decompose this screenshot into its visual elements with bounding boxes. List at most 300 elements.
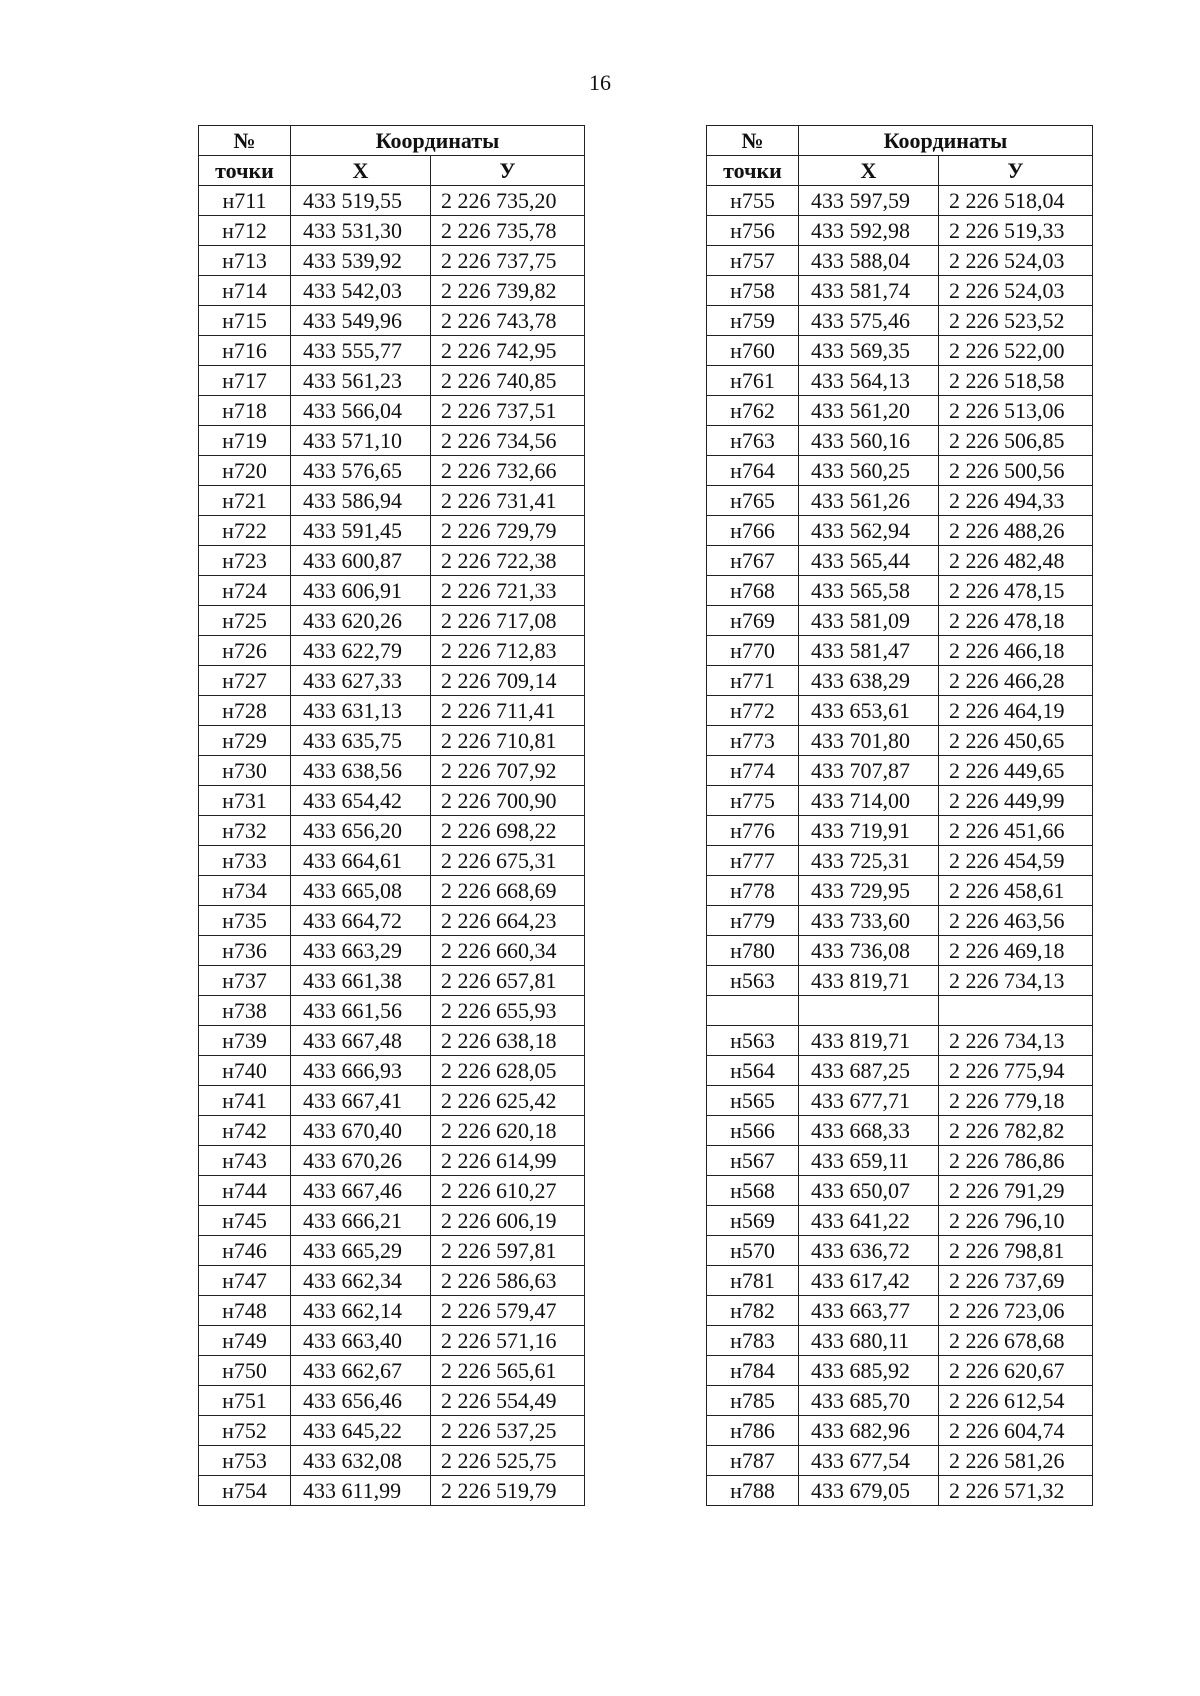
table-row xyxy=(707,696,1093,726)
point-number-cell: н756 xyxy=(707,216,799,246)
point-number-cell: н724 xyxy=(199,576,291,606)
point-number-cell: н722 xyxy=(199,516,291,546)
point-number-cell: н754 xyxy=(199,1476,291,1506)
table-row xyxy=(707,606,1093,636)
point-number-cell: н712 xyxy=(199,216,291,246)
point-number-cell: н773 xyxy=(707,726,799,756)
point-number-cell: н769 xyxy=(707,606,799,636)
table-row xyxy=(707,246,1093,276)
x-coordinate-cell: 433 667,48 xyxy=(291,1026,431,1056)
y-coordinate-cell: 2 226 678,68 xyxy=(939,1325,1093,1355)
y-coordinate-cell: 2 226 612,54 xyxy=(939,1385,1093,1415)
y-coordinate-cell: 2 226 735,78 xyxy=(431,216,585,246)
x-coordinate-cell: 433 668,33 xyxy=(799,1115,939,1145)
x-coordinate-cell: 433 641,22 xyxy=(799,1205,939,1235)
point-number-cell: н735 xyxy=(199,906,291,936)
x-coordinate-cell: 433 636,72 xyxy=(799,1235,939,1265)
point-number-cell: н566 xyxy=(707,1115,799,1145)
table-row xyxy=(707,876,1093,906)
point-number-cell: н731 xyxy=(199,786,291,816)
table-row xyxy=(707,1325,1093,1355)
table-row xyxy=(707,1265,1093,1295)
table-row xyxy=(707,1355,1093,1385)
table-row xyxy=(199,186,585,216)
y-coordinate-cell: 2 226 668,69 xyxy=(431,876,585,906)
point-number-cell: н737 xyxy=(199,966,291,996)
coordinates-table-left xyxy=(198,125,585,1506)
table-row xyxy=(199,1446,585,1476)
point-number-cell: н563 xyxy=(707,1025,799,1055)
y-coordinate-cell: 2 226 712,83 xyxy=(431,636,585,666)
y-coordinate-cell: 2 226 722,38 xyxy=(431,546,585,576)
point-number-cell: н745 xyxy=(199,1206,291,1236)
y-coordinate-cell: 2 226 791,29 xyxy=(939,1175,1093,1205)
y-coordinate-cell: 2 226 458,61 xyxy=(939,876,1093,906)
y-coordinate-cell: 2 226 469,18 xyxy=(939,936,1093,966)
point-number-cell: н753 xyxy=(199,1446,291,1476)
point-number-cell: н567 xyxy=(707,1145,799,1175)
y-coordinate-cell: 2 226 478,18 xyxy=(939,606,1093,636)
x-coordinate-cell: 433 719,91 xyxy=(799,816,939,846)
table-row xyxy=(199,1386,585,1416)
table-row xyxy=(199,786,585,816)
point-number-cell: н748 xyxy=(199,1296,291,1326)
y-coordinate-cell: 2 226 454,59 xyxy=(939,846,1093,876)
y-coordinate-cell: 2 226 796,10 xyxy=(939,1205,1093,1235)
table-row xyxy=(707,396,1093,426)
table-row xyxy=(199,1296,585,1326)
table-row xyxy=(707,1415,1093,1445)
x-coordinate-cell: 433 656,46 xyxy=(291,1386,431,1416)
x-coordinate-cell: 433 591,45 xyxy=(291,516,431,546)
x-coordinate-cell: 433 638,29 xyxy=(799,666,939,696)
point-number-cell: н742 xyxy=(199,1116,291,1146)
y-coordinate-cell: 2 226 450,65 xyxy=(939,726,1093,756)
y-coordinate-cell: 2 226 518,04 xyxy=(939,186,1093,216)
table-row xyxy=(707,276,1093,306)
x-coordinate-cell: 433 725,31 xyxy=(799,846,939,876)
table-row xyxy=(199,726,585,756)
table-row xyxy=(707,666,1093,696)
point-number-cell xyxy=(707,996,799,1026)
x-coordinate-cell: 433 665,08 xyxy=(291,876,431,906)
table-row xyxy=(707,1235,1093,1265)
x-coordinate-cell: 433 670,26 xyxy=(291,1146,431,1176)
point-number-cell: н564 xyxy=(707,1055,799,1085)
point-number-cell: н739 xyxy=(199,1026,291,1056)
y-coordinate-cell: 2 226 571,32 xyxy=(939,1475,1093,1505)
point-number-cell: н775 xyxy=(707,786,799,816)
y-coordinate-cell: 2 226 523,52 xyxy=(939,306,1093,336)
x-coordinate-cell: 433 620,26 xyxy=(291,606,431,636)
table-row xyxy=(199,1416,585,1446)
point-number-cell: н762 xyxy=(707,396,799,426)
point-number-cell: н734 xyxy=(199,876,291,906)
table-row xyxy=(707,1145,1093,1175)
y-coordinate-cell: 2 226 565,61 xyxy=(431,1356,585,1386)
y-coordinate-cell: 2 226 655,93 xyxy=(431,996,585,1026)
x-coordinate-cell: 433 560,16 xyxy=(799,426,939,456)
x-coordinate-cell: 433 670,40 xyxy=(291,1116,431,1146)
y-coordinate-cell: 2 226 740,85 xyxy=(431,366,585,396)
y-coordinate-cell: 2 226 451,66 xyxy=(939,816,1093,846)
point-number-header-line2: точки xyxy=(707,156,799,186)
point-number-cell: н778 xyxy=(707,876,799,906)
x-coordinate-cell: 433 662,67 xyxy=(291,1356,431,1386)
point-number-cell: н767 xyxy=(707,546,799,576)
y-coordinate-cell: 2 226 464,19 xyxy=(939,696,1093,726)
y-coordinate-cell: 2 226 660,34 xyxy=(431,936,585,966)
y-coordinate-cell: 2 226 620,18 xyxy=(431,1116,585,1146)
table-row xyxy=(707,816,1093,846)
point-number-cell: н738 xyxy=(199,996,291,1026)
point-number-cell: н770 xyxy=(707,636,799,666)
point-number-cell: н747 xyxy=(199,1266,291,1296)
y-coordinate-cell: 2 226 698,22 xyxy=(431,816,585,846)
table-row xyxy=(199,966,585,996)
point-number-cell: н718 xyxy=(199,396,291,426)
x-coordinate-cell: 433 622,79 xyxy=(291,636,431,666)
point-number-cell: н783 xyxy=(707,1325,799,1355)
table-row xyxy=(199,336,585,366)
x-coordinate-cell: 433 667,41 xyxy=(291,1086,431,1116)
table-row xyxy=(707,1115,1093,1145)
y-coordinate-cell: 2 226 628,05 xyxy=(431,1056,585,1086)
table-row xyxy=(707,1175,1093,1205)
y-coordinate-cell: 2 226 742,95 xyxy=(431,336,585,366)
table-row xyxy=(707,486,1093,516)
y-coordinate-cell: 2 226 597,81 xyxy=(431,1236,585,1266)
point-number-cell: н786 xyxy=(707,1415,799,1445)
x-coordinate-cell: 433 542,03 xyxy=(291,276,431,306)
point-number-cell: н781 xyxy=(707,1265,799,1295)
x-coordinate-cell: 433 592,98 xyxy=(799,216,939,246)
table-row xyxy=(199,1116,585,1146)
table-row xyxy=(707,186,1093,216)
point-number-cell: н565 xyxy=(707,1085,799,1115)
coordinates-header: Координаты xyxy=(291,126,585,156)
y-coordinate-cell: 2 226 581,26 xyxy=(939,1445,1093,1475)
x-column-header: X xyxy=(799,156,939,186)
table-row xyxy=(199,666,585,696)
x-coordinate-cell: 433 638,56 xyxy=(291,756,431,786)
y-coordinate-cell: 2 226 571,16 xyxy=(431,1326,585,1356)
y-coordinate-cell: 2 226 734,13 xyxy=(939,1025,1093,1055)
point-number-cell: н744 xyxy=(199,1176,291,1206)
y-coordinate-cell: 2 226 513,06 xyxy=(939,396,1093,426)
x-coordinate-cell: 433 561,26 xyxy=(799,486,939,516)
table-row xyxy=(199,1176,585,1206)
x-coordinate-cell: 433 600,87 xyxy=(291,546,431,576)
y-coordinate-cell: 2 226 723,06 xyxy=(939,1295,1093,1325)
table-row xyxy=(707,456,1093,486)
y-coordinate-cell: 2 226 586,63 xyxy=(431,1266,585,1296)
x-coordinate-cell: 433 560,25 xyxy=(799,456,939,486)
table-row xyxy=(199,456,585,486)
point-number-cell: н784 xyxy=(707,1355,799,1385)
y-coordinate-cell: 2 226 737,51 xyxy=(431,396,585,426)
x-coordinate-cell: 433 707,87 xyxy=(799,756,939,786)
table-row xyxy=(707,846,1093,876)
table-row xyxy=(707,516,1093,546)
y-coordinate-cell: 2 226 775,94 xyxy=(939,1055,1093,1085)
x-coordinate-cell: 433 661,38 xyxy=(291,966,431,996)
table-row xyxy=(199,1326,585,1356)
x-coordinate-cell: 433 555,77 xyxy=(291,336,431,366)
point-number-cell: н782 xyxy=(707,1295,799,1325)
point-number-cell: н716 xyxy=(199,336,291,366)
x-coordinate-cell: 433 539,92 xyxy=(291,246,431,276)
point-number-cell: н714 xyxy=(199,276,291,306)
point-number-cell: н766 xyxy=(707,516,799,546)
point-number-cell: н764 xyxy=(707,456,799,486)
point-number-cell: н746 xyxy=(199,1236,291,1266)
x-coordinate-cell: 433 564,13 xyxy=(799,366,939,396)
x-coordinate-cell: 433 701,80 xyxy=(799,726,939,756)
x-coordinate-cell: 433 653,61 xyxy=(799,696,939,726)
y-coordinate-cell: 2 226 710,81 xyxy=(431,726,585,756)
point-number-cell: н719 xyxy=(199,426,291,456)
y-coordinate-cell: 2 226 525,75 xyxy=(431,1446,585,1476)
point-number-header-line2: точки xyxy=(199,156,291,186)
point-number-cell: н765 xyxy=(707,486,799,516)
point-number-cell: н750 xyxy=(199,1356,291,1386)
y-coordinate-cell: 2 226 711,41 xyxy=(431,696,585,726)
point-number-cell: н751 xyxy=(199,1386,291,1416)
x-coordinate-cell: 433 687,25 xyxy=(799,1055,939,1085)
x-coordinate-cell: 433 679,05 xyxy=(799,1475,939,1505)
x-column-header: X xyxy=(291,156,431,186)
point-number-cell: н743 xyxy=(199,1146,291,1176)
point-number-header: № xyxy=(199,126,291,156)
y-coordinate-cell: 2 226 737,69 xyxy=(939,1265,1093,1295)
table-row xyxy=(199,696,585,726)
y-coordinate-cell: 2 226 449,65 xyxy=(939,756,1093,786)
table-row xyxy=(707,306,1093,336)
x-coordinate-cell: 433 666,21 xyxy=(291,1206,431,1236)
y-coordinate-cell: 2 226 466,18 xyxy=(939,636,1093,666)
y-coordinate-cell: 2 226 519,79 xyxy=(431,1476,585,1506)
table-row xyxy=(707,1055,1093,1085)
y-coordinate-cell: 2 226 786,86 xyxy=(939,1145,1093,1175)
table-row xyxy=(199,576,585,606)
x-coordinate-cell: 433 575,46 xyxy=(799,306,939,336)
y-coordinate-cell xyxy=(939,996,1093,1026)
y-column-header: У xyxy=(939,156,1093,186)
x-coordinate-cell: 433 666,93 xyxy=(291,1056,431,1086)
x-coordinate-cell: 433 663,40 xyxy=(291,1326,431,1356)
y-coordinate-cell: 2 226 707,92 xyxy=(431,756,585,786)
point-number-cell: н741 xyxy=(199,1086,291,1116)
table-row xyxy=(199,516,585,546)
y-coordinate-cell: 2 226 638,18 xyxy=(431,1026,585,1056)
point-number-cell: н740 xyxy=(199,1056,291,1086)
point-number-cell: н732 xyxy=(199,816,291,846)
y-coordinate-cell: 2 226 488,26 xyxy=(939,516,1093,546)
y-coordinate-cell: 2 226 579,47 xyxy=(431,1296,585,1326)
y-coordinate-cell: 2 226 620,67 xyxy=(939,1355,1093,1385)
x-coordinate-cell: 433 685,92 xyxy=(799,1355,939,1385)
x-coordinate-cell: 433 632,08 xyxy=(291,1446,431,1476)
point-number-cell: н733 xyxy=(199,846,291,876)
point-number-cell: н570 xyxy=(707,1235,799,1265)
x-coordinate-cell: 433 531,30 xyxy=(291,216,431,246)
x-coordinate-cell: 433 819,71 xyxy=(799,966,939,996)
table-row xyxy=(199,1146,585,1176)
y-coordinate-cell: 2 226 610,27 xyxy=(431,1176,585,1206)
table-row xyxy=(707,1025,1093,1055)
x-coordinate-cell: 433 576,65 xyxy=(291,456,431,486)
y-coordinate-cell: 2 226 717,08 xyxy=(431,606,585,636)
table-row xyxy=(199,216,585,246)
table-row xyxy=(707,366,1093,396)
x-coordinate-cell: 433 566,04 xyxy=(291,396,431,426)
y-coordinate-cell: 2 226 500,56 xyxy=(939,456,1093,486)
point-number-cell: н717 xyxy=(199,366,291,396)
x-coordinate-cell: 433 733,60 xyxy=(799,906,939,936)
table-row xyxy=(199,1236,585,1266)
x-coordinate-cell: 433 677,54 xyxy=(799,1445,939,1475)
x-coordinate-cell: 433 650,07 xyxy=(799,1175,939,1205)
table-row xyxy=(707,996,1093,1026)
table-row xyxy=(707,936,1093,966)
table-row xyxy=(707,966,1093,996)
table-row xyxy=(199,276,585,306)
point-number-cell: н785 xyxy=(707,1385,799,1415)
point-number-cell: н568 xyxy=(707,1175,799,1205)
x-coordinate-cell: 433 663,77 xyxy=(799,1295,939,1325)
point-number-cell: н761 xyxy=(707,366,799,396)
x-coordinate-cell: 433 581,09 xyxy=(799,606,939,636)
point-number-cell: н755 xyxy=(707,186,799,216)
table-row xyxy=(707,786,1093,816)
table-row xyxy=(199,1086,585,1116)
table-row xyxy=(199,1026,585,1056)
y-coordinate-cell: 2 226 478,15 xyxy=(939,576,1093,606)
table-row xyxy=(199,486,585,516)
x-coordinate-cell: 433 586,94 xyxy=(291,486,431,516)
y-coordinate-cell: 2 226 519,33 xyxy=(939,216,1093,246)
y-coordinate-cell: 2 226 463,56 xyxy=(939,906,1093,936)
point-number-cell: н768 xyxy=(707,576,799,606)
y-coordinate-cell: 2 226 518,58 xyxy=(939,366,1093,396)
x-coordinate-cell: 433 561,20 xyxy=(799,396,939,426)
x-coordinate-cell: 433 677,71 xyxy=(799,1085,939,1115)
table-row xyxy=(199,1356,585,1386)
point-number-cell: н758 xyxy=(707,276,799,306)
y-coordinate-cell: 2 226 675,31 xyxy=(431,846,585,876)
y-coordinate-cell: 2 226 657,81 xyxy=(431,966,585,996)
table-row xyxy=(199,306,585,336)
table-row xyxy=(707,756,1093,786)
table-row xyxy=(199,996,585,1026)
x-coordinate-cell: 433 627,33 xyxy=(291,666,431,696)
y-coordinate-cell: 2 226 554,49 xyxy=(431,1386,585,1416)
x-coordinate-cell: 433 606,91 xyxy=(291,576,431,606)
x-coordinate-cell: 433 662,34 xyxy=(291,1266,431,1296)
y-column-header: У xyxy=(431,156,585,186)
table-row xyxy=(199,1206,585,1236)
y-coordinate-cell: 2 226 524,03 xyxy=(939,276,1093,306)
x-coordinate-cell xyxy=(799,996,939,1026)
table-row xyxy=(199,246,585,276)
table-row xyxy=(707,546,1093,576)
x-coordinate-cell: 433 597,59 xyxy=(799,186,939,216)
x-coordinate-cell: 433 549,96 xyxy=(291,306,431,336)
y-coordinate-cell: 2 226 735,20 xyxy=(431,186,585,216)
table-row xyxy=(199,546,585,576)
x-coordinate-cell: 433 656,20 xyxy=(291,816,431,846)
x-coordinate-cell: 433 611,99 xyxy=(291,1476,431,1506)
table-row xyxy=(707,906,1093,936)
point-number-cell: н736 xyxy=(199,936,291,966)
table-row xyxy=(707,1385,1093,1415)
x-coordinate-cell: 433 685,70 xyxy=(799,1385,939,1415)
point-number-cell: н779 xyxy=(707,906,799,936)
point-number-cell: н763 xyxy=(707,426,799,456)
coordinates-table-right xyxy=(706,125,1093,1506)
coordinates-header: Координаты xyxy=(799,126,1093,156)
y-coordinate-cell: 2 226 466,28 xyxy=(939,666,1093,696)
x-coordinate-cell: 433 662,14 xyxy=(291,1296,431,1326)
page-number: 16 xyxy=(589,70,611,95)
y-coordinate-cell: 2 226 506,85 xyxy=(939,426,1093,456)
y-coordinate-cell: 2 226 625,42 xyxy=(431,1086,585,1116)
point-number-cell: н771 xyxy=(707,666,799,696)
x-coordinate-cell: 433 588,04 xyxy=(799,246,939,276)
y-coordinate-cell: 2 226 664,23 xyxy=(431,906,585,936)
x-coordinate-cell: 433 654,42 xyxy=(291,786,431,816)
point-number-cell: н776 xyxy=(707,816,799,846)
y-coordinate-cell: 2 226 798,81 xyxy=(939,1235,1093,1265)
point-number-cell: н723 xyxy=(199,546,291,576)
y-coordinate-cell: 2 226 732,66 xyxy=(431,456,585,486)
x-coordinate-cell: 433 664,72 xyxy=(291,906,431,936)
x-coordinate-cell: 433 635,75 xyxy=(291,726,431,756)
x-coordinate-cell: 433 581,74 xyxy=(799,276,939,306)
x-coordinate-cell: 433 819,71 xyxy=(799,1025,939,1055)
table-row xyxy=(707,576,1093,606)
point-number-cell: н721 xyxy=(199,486,291,516)
point-number-cell: н726 xyxy=(199,636,291,666)
point-number-cell: н780 xyxy=(707,936,799,966)
table-row xyxy=(199,876,585,906)
point-number-cell: н752 xyxy=(199,1416,291,1446)
table-row xyxy=(707,336,1093,366)
y-coordinate-cell: 2 226 449,99 xyxy=(939,786,1093,816)
x-coordinate-cell: 433 667,46 xyxy=(291,1176,431,1206)
table-row xyxy=(199,1266,585,1296)
x-coordinate-cell: 433 565,58 xyxy=(799,576,939,606)
point-number-cell: н788 xyxy=(707,1475,799,1505)
point-number-cell: н757 xyxy=(707,246,799,276)
point-number-cell: н774 xyxy=(707,756,799,786)
point-number-cell: н720 xyxy=(199,456,291,486)
y-coordinate-cell: 2 226 782,82 xyxy=(939,1115,1093,1145)
x-coordinate-cell: 433 561,23 xyxy=(291,366,431,396)
table-row xyxy=(199,936,585,966)
x-coordinate-cell: 433 571,10 xyxy=(291,426,431,456)
x-coordinate-cell: 433 736,08 xyxy=(799,936,939,966)
point-number-cell: н728 xyxy=(199,696,291,726)
y-coordinate-cell: 2 226 537,25 xyxy=(431,1416,585,1446)
point-number-cell: н569 xyxy=(707,1205,799,1235)
x-coordinate-cell: 433 645,22 xyxy=(291,1416,431,1446)
y-coordinate-cell: 2 226 721,33 xyxy=(431,576,585,606)
point-number-cell: н729 xyxy=(199,726,291,756)
table-row xyxy=(199,396,585,426)
point-number-header: № xyxy=(707,126,799,156)
